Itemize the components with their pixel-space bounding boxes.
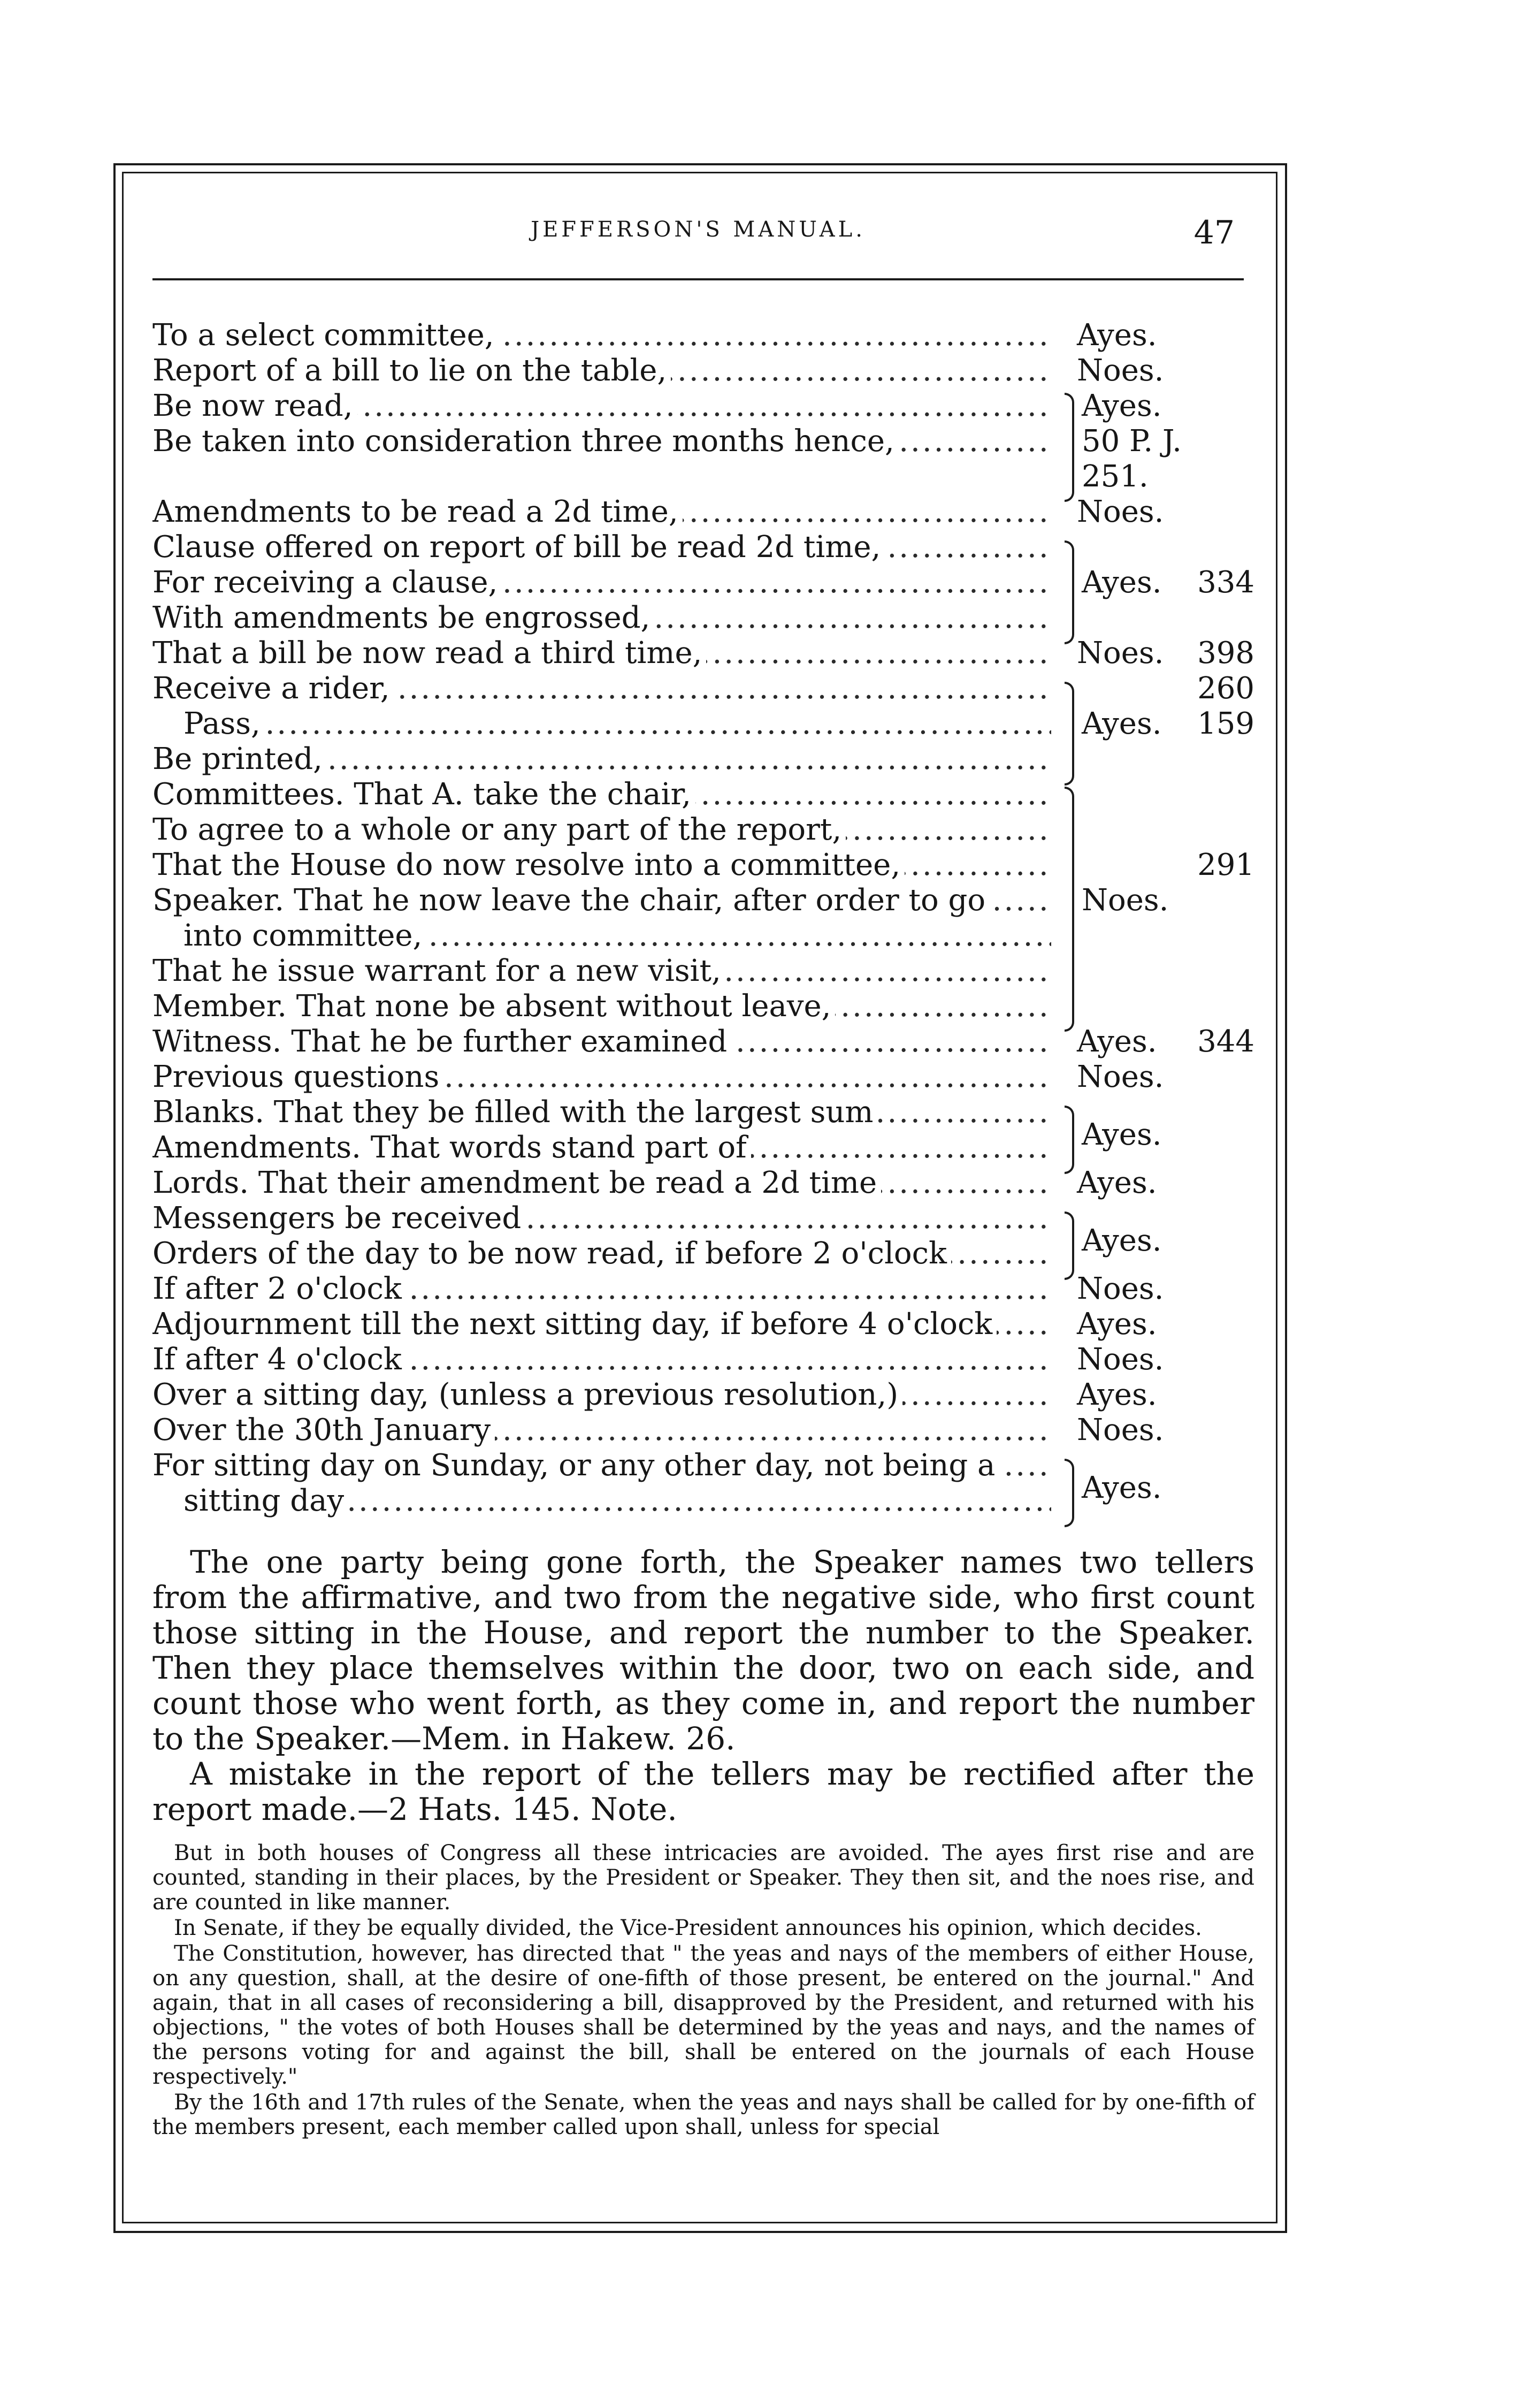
- paragraph-tellers: The one party being gone forth, the Speaker names two tellers from the affirmative, and two from the negative side, who first count those sitting in the House, and report the number to the Speaker. Then they place themselves within the door, two on each side, and count those who went forth, as they come in, and report the number to the Speaker.—Mem. in Hakew. 26.: [152, 1544, 1254, 1757]
- motion-text: Amendments. That words stand part of: [152, 1130, 751, 1165]
- motion-row: [152, 1060, 1254, 1095]
- body-text: [152, 1544, 1254, 1827]
- motion-table: [152, 318, 1254, 1519]
- motion-row: [152, 1165, 1254, 1201]
- motion-text: For sitting day on Sunday, or any other day, not being a: [152, 1448, 999, 1483]
- motion-row: [152, 353, 1254, 388]
- page-number: 47: [1193, 214, 1235, 252]
- motion-text: If after 4 o'clock: [152, 1342, 406, 1377]
- motion-text: Be now read,: [152, 388, 357, 423]
- motion-row: [152, 918, 1254, 954]
- motion-row: [152, 1342, 1254, 1377]
- note-congress: But in both houses of Congress all these intricacies are avoided. The ayes first rise and are counted, standing in their places, by the President or Speaker. They then sit, and the noes rise, and are counted in like manner.: [152, 1841, 1254, 1915]
- motion-vote: Noes.: [1077, 636, 1164, 670]
- motion-vote: Ayes.: [1077, 1024, 1157, 1059]
- motion-row: [152, 954, 1254, 989]
- motion-text: Blanks. That they be filled with the largest sum: [152, 1095, 878, 1130]
- motion-text: sitting day: [183, 1483, 348, 1518]
- motion-row: [152, 1377, 1254, 1413]
- vote-now-read-1: Ayes.: [1082, 388, 1162, 423]
- motion-vote: Noes.: [1077, 1060, 1164, 1094]
- motion-text: Be printed,: [152, 742, 327, 776]
- motion-text: That the House do now resolve into a committee,: [152, 848, 905, 882]
- motion-row: [152, 1413, 1254, 1448]
- motion-row: [152, 742, 1254, 777]
- motion-reference: 344: [1197, 1024, 1254, 1059]
- motion-reference: 398: [1197, 636, 1254, 670]
- motion-vote: Noes.: [1077, 494, 1164, 529]
- note-rules: By the 16th and 17th rules of the Senate, when the yeas and nays shall be called for by one-fifth of the members present, each member called upon shall, unless for special: [152, 2090, 1254, 2139]
- brace-clause: [1065, 540, 1074, 644]
- motion-text: That a bill be now read a third time,: [152, 636, 706, 670]
- running-head: [122, 214, 1274, 252]
- motion-vote: Ayes.: [1077, 1307, 1157, 1342]
- motion-text: Be taken into consideration three months hence,: [152, 424, 899, 459]
- vote-sunday: Ayes.: [1082, 1470, 1162, 1505]
- motion-text: Witness. That he be further examined: [152, 1024, 731, 1059]
- vote-messengers: Ayes.: [1082, 1223, 1162, 1258]
- motion-text: With amendments be engrossed,: [152, 600, 654, 635]
- motion-row: [152, 530, 1254, 565]
- motion-text: To a select committee,: [152, 318, 499, 353]
- motion-row: [152, 318, 1254, 353]
- motion-vote: Ayes.: [1077, 1377, 1157, 1412]
- vote-blanks: Ayes.: [1082, 1117, 1162, 1152]
- motion-text: Pass,: [183, 706, 265, 741]
- motion-text: Over a sitting day, (unless a previous resolution,): [152, 1377, 902, 1412]
- running-title: JEFFERSON'S MANUAL.: [531, 217, 866, 242]
- motion-vote: Noes.: [1077, 1342, 1164, 1377]
- motion-vote: Ayes.: [1077, 318, 1157, 353]
- note-constitution: The Constitution, however, has directed that " the yeas and nays of the members of either House, on any question, shall, at the desire of one-fifth of those present, be entered on the journal." And again, that in all cases of reconsidering a bill, disapproved by the President, and returned with his objections, " the votes of both Houses shall be determined by the yeas and nays, and the names of the persons voting for and against the bill, shall be entered on the journals of each House respectively.": [152, 1941, 1254, 2089]
- vote-now-read-3: 251.: [1082, 459, 1149, 494]
- motion-row: [152, 777, 1254, 812]
- motion-text: Member. That none be absent without leave,: [152, 989, 835, 1024]
- motion-text: For receiving a clause,: [152, 565, 502, 600]
- motion-reference: 291: [1197, 848, 1254, 882]
- brace-messengers: [1065, 1211, 1074, 1280]
- motion-text: Receive a rider,: [152, 671, 394, 706]
- paragraph-mistake: A mistake in the report of the tellers may be rectified after the report made.—2 Hats. 145. Note.: [152, 1756, 1254, 1827]
- motion-text: Over the 30th January: [152, 1413, 495, 1447]
- motion-text: If after 2 o'clock: [152, 1271, 406, 1306]
- motion-row: [152, 1024, 1254, 1060]
- motion-text: into committee,: [183, 918, 426, 953]
- motion-text: Report of a bill to lie on the table,: [152, 353, 671, 388]
- motion-text: Clause offered on report of bill be read 2d time,: [152, 530, 885, 565]
- motion-row: [152, 671, 1254, 706]
- motion-vote: Noes.: [1077, 1413, 1164, 1447]
- motion-vote: Ayes.: [1077, 1165, 1157, 1200]
- brace-blanks: [1065, 1106, 1074, 1174]
- motion-text: Speaker. That he now leave the chair, after order to go: [152, 883, 990, 918]
- vote-clause: Ayes.: [1082, 565, 1162, 600]
- motion-row: [152, 1271, 1254, 1307]
- motion-row: [152, 636, 1254, 671]
- motion-text: Previous questions: [152, 1060, 443, 1094]
- brace-rider: [1065, 682, 1074, 786]
- motion-row: [152, 812, 1254, 848]
- motion-row: [152, 1307, 1254, 1342]
- footnotes: [152, 1841, 1254, 2140]
- vote-committees: Noes.: [1082, 883, 1169, 918]
- brace-committees: [1065, 787, 1074, 1032]
- motion-text: Lords. That their amendment be read a 2d time: [152, 1165, 881, 1200]
- vote-now-read-2: 50 P. J.: [1082, 424, 1182, 459]
- motion-text: Committees. That A. take the chair,: [152, 777, 695, 812]
- motion-row: [152, 989, 1254, 1024]
- motion-text: [152, 459, 157, 494]
- motion-text: That he issue warrant for a new visit,: [152, 954, 725, 988]
- motion-text: Orders of the day to be now read, if before 2 o'clock: [152, 1236, 951, 1271]
- note-senate: In Senate, if they be equally divided, the Vice-President announces his opinion, which decides.: [174, 1916, 1202, 1940]
- motion-vote: Noes.: [1077, 353, 1164, 388]
- motion-row: [152, 848, 1254, 883]
- motion-reference: 334: [1197, 565, 1254, 600]
- motion-text: Amendments to be read a 2d time,: [152, 494, 683, 529]
- header-rule: [152, 278, 1244, 280]
- vote-rider: Ayes.: [1082, 706, 1162, 741]
- brace-sunday: [1065, 1459, 1074, 1527]
- motion-reference: 159: [1197, 706, 1254, 741]
- motion-reference: 260: [1197, 671, 1254, 706]
- motion-vote: Noes.: [1077, 1271, 1164, 1306]
- motion-text: Messengers be received: [152, 1201, 525, 1236]
- motion-text: Adjournment till the next sitting day, if before 4 o'clock: [152, 1307, 997, 1342]
- motion-text: To agree to a whole or any part of the report,: [152, 812, 846, 847]
- brace-now-read: [1065, 393, 1074, 502]
- motion-row: [152, 600, 1254, 636]
- motion-row: [152, 494, 1254, 530]
